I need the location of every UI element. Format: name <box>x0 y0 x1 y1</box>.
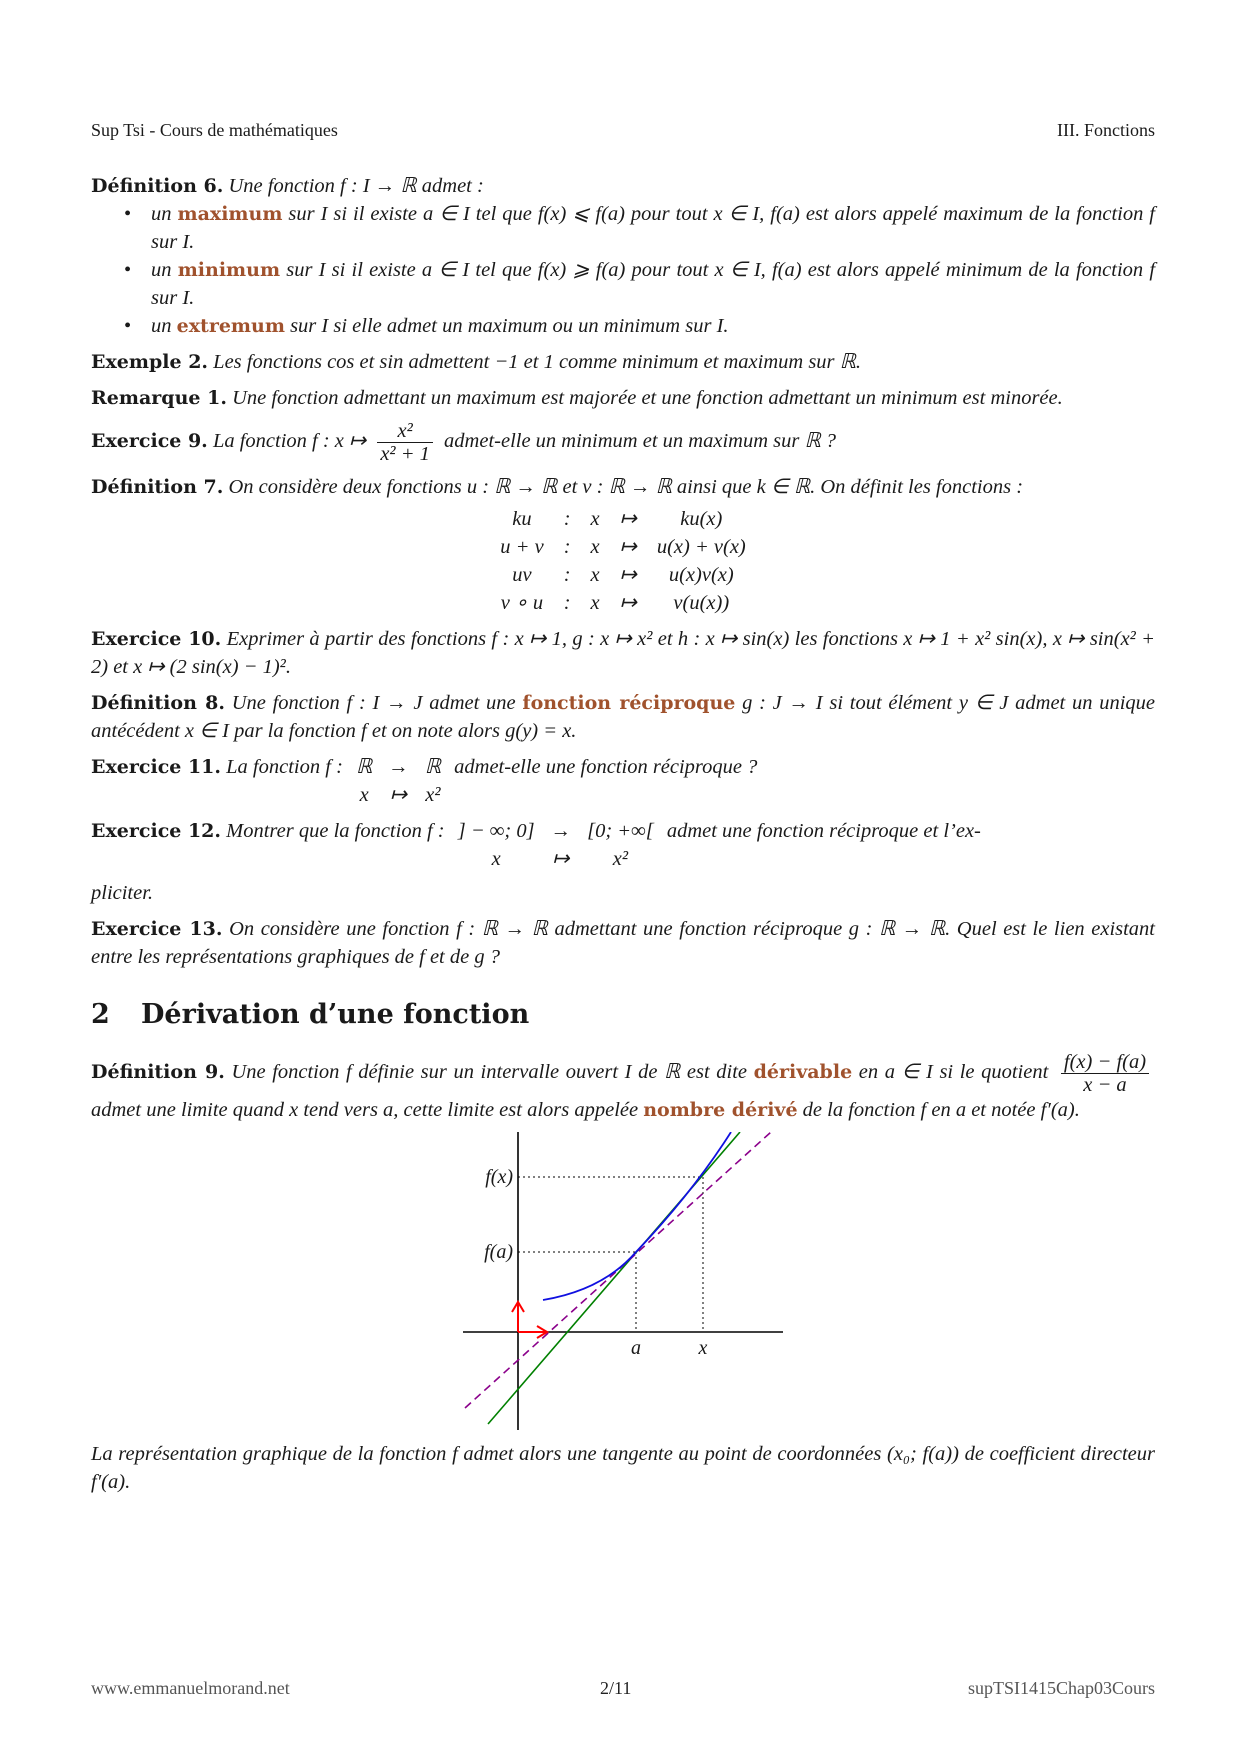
derivative-graph <box>453 1132 793 1432</box>
cell: x² <box>612 848 629 870</box>
exercise-12-post: admet une fonction réciproque et l’ex- <box>666 820 981 842</box>
exercise-11-pre: La fonction f : <box>226 756 343 778</box>
remark-1-label: Remarque 1. <box>91 387 227 409</box>
list-item <box>151 200 1155 256</box>
cell: ↦ <box>389 784 408 806</box>
section-title: Dérivation d’une fonction <box>141 999 530 1030</box>
definition-9-pre: Une fonction f définie sur un intervalle ouvert I de ℝ est dite <box>231 1061 747 1084</box>
remark-1 <box>91 384 1155 412</box>
cell: → <box>550 820 572 842</box>
op-name: ku <box>512 508 532 530</box>
function-curve <box>543 1132 731 1300</box>
fraction <box>377 420 433 465</box>
footer-left: www.emmanuelmorand.net <box>91 1678 290 1698</box>
op-expr: ku(x) <box>680 508 723 530</box>
item-prefix: un <box>151 203 172 225</box>
exercise-10-label: Exercice 10. <box>91 628 222 650</box>
function-table <box>348 753 449 809</box>
section-number: 2 <box>91 999 110 1030</box>
exercise-11 <box>91 753 1155 809</box>
cell: x² <box>425 784 441 806</box>
table-row <box>348 753 449 781</box>
op-sep: : <box>563 508 571 530</box>
example-2 <box>91 348 1155 376</box>
definition-8 <box>91 689 1155 745</box>
table-row <box>490 533 756 561</box>
cell: x <box>491 848 501 870</box>
exercise-12-post2: pliciter. <box>91 882 154 904</box>
op-expr: v(u(x)) <box>673 592 730 614</box>
function-table <box>450 817 662 873</box>
term-reciprocal: fonction réciproque <box>522 692 736 714</box>
table-row <box>348 781 449 809</box>
footer-page-number: 2/11 <box>600 1678 632 1698</box>
closing-paragraph <box>91 1440 1155 1496</box>
exercise-9-pre: La fonction f : x ↦ <box>212 430 367 453</box>
operations-table <box>490 505 756 617</box>
term-extremum: extremum <box>176 315 285 337</box>
label-fa: f(a) <box>484 1241 513 1263</box>
list-item <box>151 312 1155 340</box>
op-name: u + v <box>500 536 544 558</box>
example-2-label: Exemple 2. <box>91 351 209 373</box>
exercise-10 <box>91 625 1155 681</box>
op-expr: u(x) + v(x) <box>656 536 746 558</box>
term-maximum: maximum <box>177 203 283 225</box>
op-map: ↦ <box>619 592 637 614</box>
table-row <box>490 505 756 533</box>
definition-6-list <box>91 200 1155 340</box>
definition-7-label: Définition 7. <box>91 476 224 498</box>
table-row <box>450 817 662 845</box>
exercise-13-text: On considère une fonction f : ℝ → ℝ admettant une fonction réciproque g : ℝ → ℝ. Quel est le lien existant entre les représentations graphiques de f et de g ? <box>91 918 1156 968</box>
exercise-12-label: Exercice 12. <box>91 820 222 842</box>
definition-9-mid1: en a ∈ I si le quotient <box>858 1061 1049 1084</box>
exercise-12 <box>91 817 1155 907</box>
fraction-denominator: x² + 1 <box>380 443 430 465</box>
definition-6 <box>91 172 1155 340</box>
exercise-9-label: Exercice 9. <box>91 430 208 453</box>
exercise-11-post: admet-elle une fonction réciproque ? <box>454 756 758 778</box>
exercise-13 <box>91 915 1155 971</box>
exercise-13-label: Exercice 13. <box>91 918 223 940</box>
remark-1-text: Une fonction admettant un maximum est majorée et une fonction admettant un minimum est minorée. <box>232 387 1063 409</box>
footer-right: supTSI1415Chap03Cours <box>967 1678 1155 1698</box>
definition-9 <box>91 1051 1155 1124</box>
op-name: uv <box>512 564 532 586</box>
section-heading <box>91 1001 1155 1029</box>
header-left: Sup Tsi - Cours de mathématiques <box>91 120 338 140</box>
closing-text: La représentation graphique de la fonction f admet alors une tangente au point de coordonnées (x₀; f(a)) de coefficient directeur f′(a). <box>91 1443 1155 1493</box>
table-row <box>450 845 662 873</box>
header-right: III. Fonctions <box>1057 120 1155 140</box>
label-fx: f(x) <box>485 1166 513 1188</box>
definition-8-label: Définition 8. <box>91 692 225 714</box>
cell: [0; +∞[ <box>587 820 654 842</box>
cell: ↦ <box>552 848 570 870</box>
item-text: sur I si il existe a ∈ I tel que f(x) ⩾ f(a) pour tout x ∈ I, f(a) est alors appelé minimum de la fonction f sur I. <box>151 259 1156 309</box>
op-var: x <box>590 536 600 558</box>
op-expr: u(x)v(x) <box>668 564 734 586</box>
term-derivable: dérivable <box>753 1061 853 1084</box>
op-map: ↦ <box>619 564 637 586</box>
exercise-11-label: Exercice 11. <box>91 756 222 778</box>
fraction-denominator: x − a <box>1083 1074 1127 1096</box>
example-2-text: Les fonctions cos et sin admettent −1 et 1 comme minimum et maximum sur ℝ. <box>213 351 862 373</box>
label-x: x <box>698 1337 708 1359</box>
term-minimum: minimum <box>177 259 281 281</box>
definition-9-label: Définition 9. <box>91 1061 225 1084</box>
cell: → <box>388 756 409 778</box>
table-row <box>490 589 756 617</box>
definition-8-post: g : J → I si tout élément y ∈ J admet un unique antécédent x ∈ I par la fonction f et on note alors g(y) = x. <box>91 692 1156 742</box>
item-text: sur I si elle admet un maximum ou un minimum sur I. <box>290 315 729 337</box>
definition-9-mid2: admet une limite quand x tend vers a, cette limite est alors appelée <box>91 1099 639 1121</box>
definition-6-label: Définition 6. <box>91 175 224 197</box>
exercise-9 <box>91 420 1155 465</box>
definition-9-post: de la fonction f en a et notée f′(a). <box>802 1099 1080 1121</box>
item-text: sur I si il existe a ∈ I tel que f(x) ⩽ f(a) pour tout x ∈ I, f(a) est alors appelé maximum de la fonction f sur I. <box>151 203 1156 253</box>
label-a: a <box>631 1337 641 1359</box>
fraction-numerator: f(x) − f(a) <box>1061 1051 1149 1074</box>
exercise-10-text: Exprimer à partir des fonctions f : x ↦ 1, g : x ↦ x² et h : x ↦ sin(x) les fonctions x ↦ 1 + x² sin(x), x ↦ sin(x² + 2) et x ↦ (2 sin(x) − 1)². <box>91 628 1155 678</box>
op-var: x <box>590 508 600 530</box>
cell: ℝ <box>356 756 373 778</box>
op-map: ↦ <box>619 536 637 558</box>
definition-6-intro: Une fonction f : I → ℝ admet : <box>228 175 484 197</box>
table-row <box>490 561 756 589</box>
list-item <box>151 256 1155 312</box>
page-content <box>91 172 1155 1504</box>
item-prefix: un <box>151 259 172 281</box>
definition-7 <box>91 473 1155 617</box>
op-sep: : <box>563 592 571 614</box>
cell: x <box>359 784 369 806</box>
op-map: ↦ <box>619 508 637 530</box>
term-derivative-number: nombre dérivé <box>643 1099 798 1121</box>
fraction <box>1061 1051 1149 1096</box>
definition-7-text: On considère deux fonctions u : ℝ → ℝ et v : ℝ → ℝ ainsi que k ∈ ℝ. On définit les fonctions : <box>228 476 1024 498</box>
exercise-12-pre: Montrer que la fonction f : <box>226 820 445 842</box>
op-sep: : <box>563 536 571 558</box>
definition-8-pre: Une fonction f : I → J admet une <box>231 692 516 714</box>
cell: ] − ∞; 0] <box>457 820 535 842</box>
op-var: x <box>590 592 600 614</box>
op-var: x <box>590 564 600 586</box>
cell: ℝ <box>424 756 442 778</box>
fraction-numerator: x² <box>377 420 433 443</box>
tangent-line <box>488 1132 740 1424</box>
op-name: v ∘ u <box>500 592 544 614</box>
exercise-9-post: admet-elle un minimum et un maximum sur ℝ ? <box>444 430 837 453</box>
item-prefix: un <box>151 315 172 337</box>
op-sep: : <box>563 564 571 586</box>
